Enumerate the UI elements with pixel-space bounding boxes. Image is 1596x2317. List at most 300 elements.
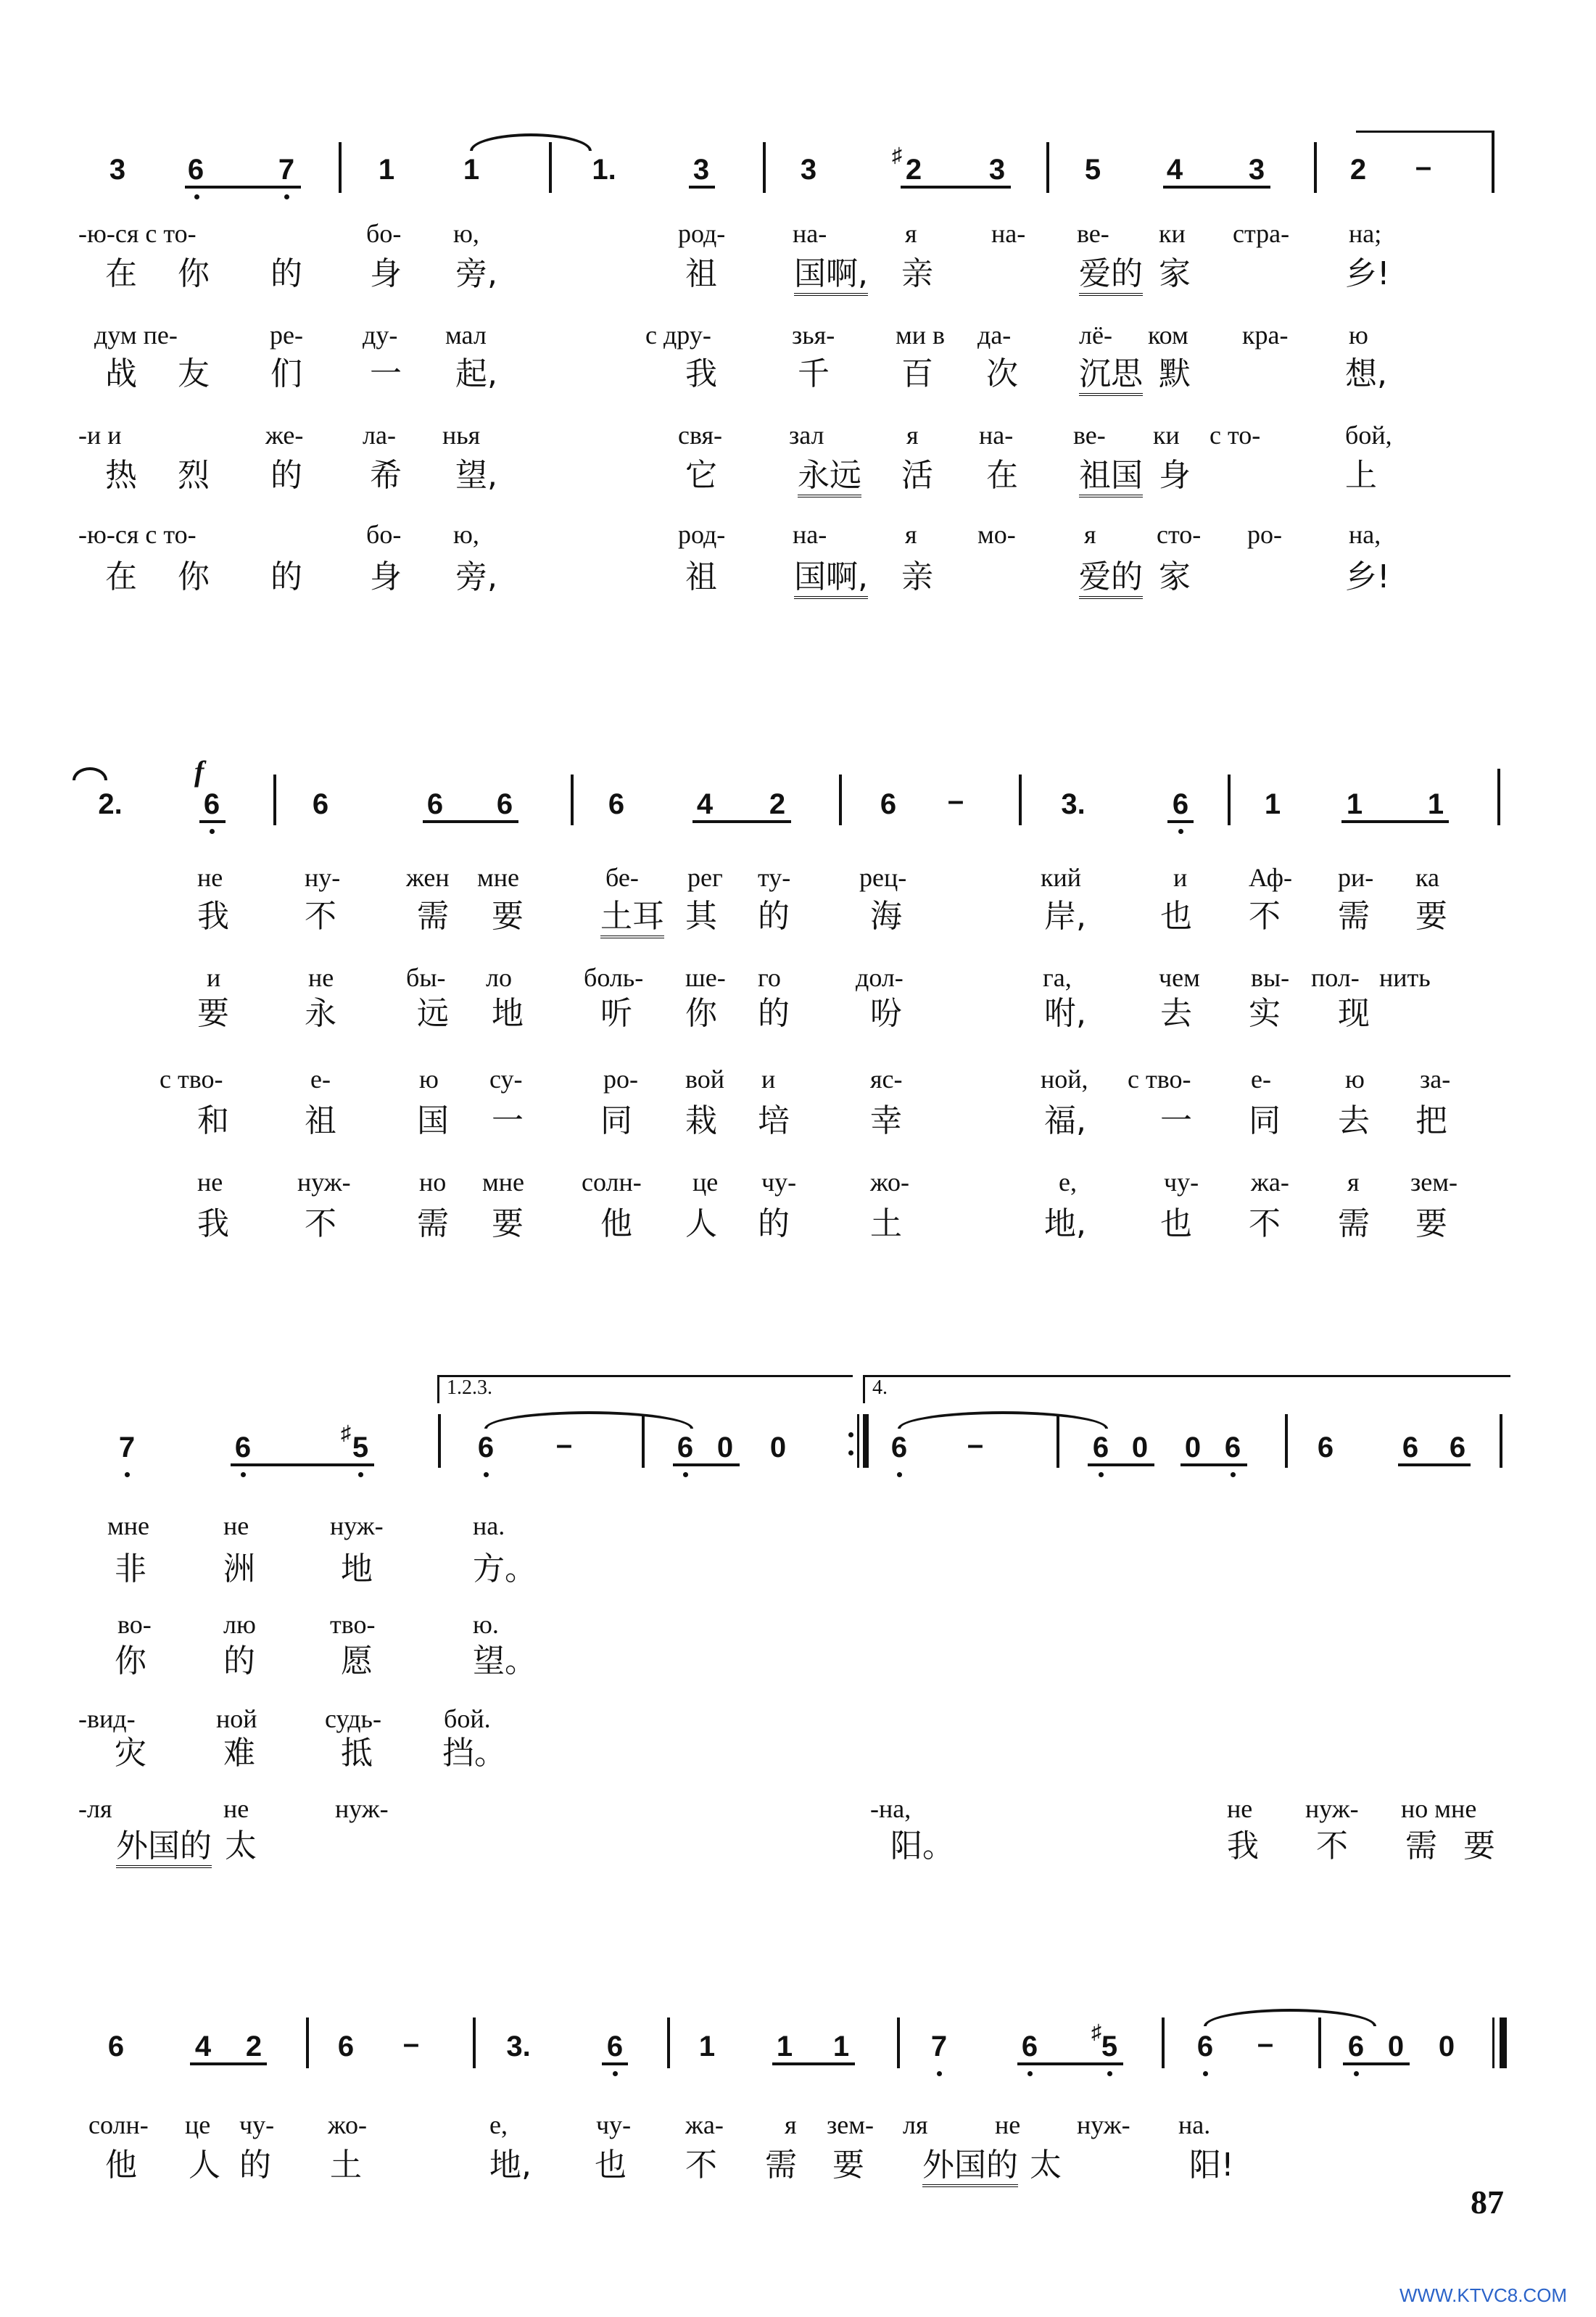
lyric-ru: ю	[1345, 1065, 1365, 1094]
lyric-ru: ю,	[453, 520, 479, 549]
lyric-cn: 爱的	[1079, 558, 1143, 599]
low-octave-dot	[1203, 2071, 1208, 2076]
lyric-ru: ля	[903, 2110, 928, 2139]
lyric-ru: но мне	[1401, 1794, 1477, 1823]
lyric-cn: 希	[370, 457, 402, 494]
note: 3	[1248, 154, 1265, 186]
barline	[1046, 142, 1049, 193]
note: 6	[677, 1432, 694, 1463]
lyric-cn: 远	[417, 995, 449, 1032]
lyric-cn: 祖	[685, 558, 717, 595]
lyric-cn: 幸	[870, 1102, 902, 1139]
lyric-cn: 国	[417, 1102, 449, 1139]
lyric-cn: 去	[1338, 1102, 1370, 1139]
tie	[898, 1411, 1108, 1429]
lyric-cn: 需	[417, 898, 449, 935]
lyric-ru: ки	[1159, 219, 1186, 248]
barline	[306, 2017, 309, 2068]
lyric-ru: ло	[486, 963, 512, 992]
lyric-ru: ше-	[685, 963, 726, 992]
barline	[1318, 2017, 1321, 2068]
lyric-ru: бе-	[605, 863, 639, 892]
final-barline-thin	[1492, 2017, 1494, 2068]
lyric-cn: 地,	[489, 2147, 532, 2184]
lyric-ru: не	[197, 1168, 223, 1197]
note: 6	[606, 2031, 624, 2062]
lyric-ru: на-	[793, 520, 827, 549]
lyric-ru: ком	[1148, 321, 1188, 350]
lyric-ru: зал	[789, 421, 824, 450]
beam-underline	[602, 2062, 628, 2065]
lyric-ru: жа-	[685, 2110, 724, 2139]
lyric-cn: 太	[225, 1827, 257, 1864]
note: 7	[118, 1432, 136, 1463]
note: 6	[1402, 1432, 1419, 1463]
lyric-ru: нуж-	[330, 1511, 384, 1540]
lyric-cn: 同	[600, 1102, 632, 1139]
lyric-ru: лю	[223, 1610, 256, 1639]
lyric-cn: 在	[105, 558, 137, 595]
note: 5	[1101, 2031, 1118, 2062]
beam-underline	[199, 820, 226, 823]
lyric-cn: 我	[1227, 1827, 1259, 1864]
barline	[1314, 142, 1317, 193]
lyric-ru: на,	[1349, 520, 1381, 549]
lyric-ru: солн-	[582, 1168, 642, 1197]
lyric-ru: ю,	[453, 219, 479, 248]
note: 5	[352, 1432, 369, 1463]
lyric-cn: 千	[798, 355, 830, 392]
lyric-ru: ре-	[270, 321, 303, 350]
barline	[1285, 1414, 1288, 1468]
note: 6	[477, 1432, 495, 1463]
lyric-cn: 同	[1249, 1102, 1281, 1139]
note: 1.	[592, 154, 616, 186]
beam-underline	[692, 820, 791, 823]
lyric-ru: зем-	[827, 2110, 874, 2139]
lyric-cn: 人	[189, 2147, 220, 2184]
lyric-ru: зья-	[792, 321, 835, 350]
note: 1	[776, 2031, 793, 2062]
lyric-ru: ве-	[1077, 219, 1109, 248]
beam-underline	[231, 1463, 374, 1466]
lyric-ru: -и и	[78, 421, 122, 450]
lyric-cn: 们	[270, 355, 302, 392]
lyric-cn: 我	[685, 355, 717, 392]
lyric-cn: 抵	[341, 1735, 373, 1772]
lyric-ru: дум пе-	[94, 321, 178, 350]
lyric-ru: ю	[1349, 321, 1368, 350]
lyric-ru: сто-	[1157, 520, 1202, 549]
lyric-cn: 乡!	[1345, 558, 1390, 595]
tie	[1204, 2009, 1376, 2026]
lyric-ru: род-	[678, 520, 726, 549]
low-octave-dot	[194, 194, 199, 199]
lyric-ru: га,	[1043, 963, 1072, 992]
lyric-ru: е-	[310, 1065, 331, 1094]
lyric-cn: 在	[986, 457, 1018, 494]
lyric-cn: 祖	[685, 255, 717, 292]
lyric-cn: 亲	[901, 558, 933, 595]
lyric-cn: 的	[239, 2147, 271, 2184]
barline	[1228, 775, 1231, 825]
low-octave-dot	[897, 1472, 902, 1477]
lyric-cn: 的	[223, 1643, 255, 1680]
low-octave-dot	[284, 194, 289, 199]
lyric-ru: чем	[1159, 963, 1200, 992]
lyric-ru: чу-	[761, 1168, 797, 1197]
note: 4	[194, 2031, 212, 2062]
page-number: 87	[1471, 2184, 1504, 2221]
lyric-ru: с тво-	[1128, 1065, 1191, 1094]
beam-underline	[185, 186, 301, 189]
lyric-ru: я	[905, 219, 917, 248]
lyric-ru: су-	[489, 1065, 523, 1094]
barline	[1492, 131, 1494, 193]
lyric-ru: за-	[1420, 1065, 1451, 1094]
lyric-ru: -вид-	[78, 1704, 136, 1733]
lyric-ru: бы-	[406, 963, 446, 992]
lyric-ru: ту-	[758, 863, 791, 892]
lyric-ru: мо-	[977, 520, 1016, 549]
lyric-ru: бой,	[1345, 421, 1392, 450]
lyric-cn: 热	[105, 457, 137, 494]
note: 2	[245, 2031, 262, 2062]
lyric-cn: 要	[832, 2147, 864, 2184]
sharp-sign: ♯	[1091, 2020, 1101, 2043]
lyric-cn: 需	[1338, 1205, 1370, 1242]
beam-underline	[1017, 2062, 1123, 2065]
lyric-cn: 身	[370, 255, 402, 292]
lyric-cn: 你	[178, 558, 210, 595]
note: 6	[312, 788, 329, 820]
lyric-cn: 在	[105, 255, 137, 292]
note: 4	[696, 788, 714, 820]
note: 3.	[506, 2031, 531, 2062]
lyric-cn: 也	[595, 2147, 627, 2184]
low-octave-dot	[210, 829, 215, 834]
lyric-ru: е-	[1251, 1065, 1271, 1094]
lyric-ru: го	[758, 963, 781, 992]
lyric-cn: 的	[758, 898, 790, 935]
lyric-cn: 需	[1338, 898, 1370, 935]
note: 0	[1184, 1432, 1202, 1463]
tie-continuation	[73, 767, 107, 780]
barline	[897, 2017, 900, 2068]
lyric-cn: 土	[330, 2147, 362, 2184]
lyric-cn: 其	[685, 898, 717, 935]
lyric-ru: ми в	[896, 321, 946, 350]
lyric-ru: свя-	[678, 421, 723, 450]
note: –	[402, 2028, 420, 2060]
lyric-ru: я	[1347, 1168, 1360, 1197]
lyric-cn: 岸,	[1044, 898, 1086, 935]
lyric-ru: ка	[1415, 863, 1439, 892]
lyric-cn: 不	[1316, 1827, 1348, 1864]
lyric-ru: ю.	[473, 1610, 499, 1639]
lyric-cn: 乡!	[1345, 255, 1390, 292]
lyric-cn: 亲	[901, 255, 933, 292]
lyric-cn: 国啊,	[794, 558, 868, 599]
lyric-ru: пол-	[1311, 963, 1360, 992]
lyric-ru: лё-	[1079, 321, 1112, 350]
note: –	[1257, 2028, 1274, 2060]
lyric-cn: 方。	[473, 1550, 537, 1587]
lyric-cn: 望,	[455, 457, 497, 494]
note: –	[1415, 151, 1432, 183]
lyric-cn: 吩	[870, 995, 902, 1032]
volta-bracket-1: 1.2.3.	[437, 1375, 853, 1403]
lyric-ru: Аф-	[1249, 863, 1292, 892]
note: 6	[1449, 1432, 1466, 1463]
barline	[549, 142, 552, 193]
lyric-ru: жа-	[1251, 1168, 1289, 1197]
note: 1	[1264, 788, 1281, 820]
lyric-cn: 要	[492, 898, 524, 935]
lyric-ru: ну-	[305, 863, 341, 892]
note: –	[555, 1429, 573, 1461]
beam-underline	[689, 186, 715, 189]
lyric-ru: ро-	[603, 1065, 638, 1094]
low-octave-dot	[1178, 829, 1183, 834]
repeat-dot	[848, 1450, 853, 1455]
lyric-ru: на.	[1178, 2110, 1211, 2139]
lyric-cn: 不	[1249, 1205, 1281, 1242]
lyric-ru: на;	[1349, 219, 1382, 248]
low-octave-dot	[937, 2071, 942, 2076]
note: 6	[426, 788, 444, 820]
note: 0	[1387, 2031, 1405, 2062]
lyric-cn: 的	[758, 1205, 790, 1242]
sharp-sign: ♯	[892, 144, 902, 166]
note: 1	[832, 2031, 850, 2062]
note: 6	[234, 1432, 252, 1463]
sharp-sign: ♯	[341, 1421, 351, 1444]
lyric-ru: кий	[1041, 863, 1082, 892]
lyric-ru: яс-	[870, 1065, 903, 1094]
low-octave-dot	[1028, 2071, 1033, 2076]
lyric-ru: нить	[1379, 963, 1431, 992]
note: 6	[1317, 1432, 1334, 1463]
lyric-ru: мне	[477, 863, 520, 892]
note: 0	[716, 1432, 734, 1463]
lyric-cn: 要	[1415, 1205, 1447, 1242]
lyric-cn: 不	[305, 1205, 336, 1242]
barline	[1057, 1414, 1059, 1468]
beam-underline	[1341, 820, 1449, 823]
lyric-ru: солн-	[88, 2110, 149, 2139]
lyric-cn: 百	[901, 355, 933, 392]
lyric-cn: 你	[685, 995, 717, 1032]
lyric-cn: 家	[1159, 558, 1191, 595]
barline	[273, 775, 276, 825]
low-octave-dot	[241, 1472, 246, 1477]
lyric-ru: но	[419, 1168, 447, 1197]
lyric-cn: 战	[105, 355, 137, 392]
beam-underline	[190, 2062, 267, 2065]
lyric-cn: 一	[492, 1102, 524, 1139]
lyric-cn: 的	[270, 255, 302, 292]
note: 6	[337, 2031, 355, 2062]
lyric-ru: -ю-ся с то-	[78, 520, 197, 549]
lyric-ru: я	[905, 520, 917, 549]
lyric-cn: 人	[685, 1205, 717, 1242]
lyric-ru: ла-	[363, 421, 396, 450]
lyric-cn: 的	[270, 457, 302, 494]
tie	[484, 1411, 693, 1429]
low-octave-dot	[1099, 1472, 1104, 1477]
lyric-ru: це	[692, 1168, 719, 1197]
lyric-cn: 沉思	[1079, 355, 1143, 396]
lyric-cn: 祖	[305, 1102, 336, 1139]
lyric-cn: 栽	[685, 1102, 717, 1139]
lyric-cn: 灾	[115, 1735, 146, 1772]
barline	[571, 775, 574, 825]
lyric-cn: 太	[1030, 2147, 1062, 2184]
note: 6	[890, 1432, 908, 1463]
note: 6	[203, 788, 220, 820]
lyric-ru: нья	[442, 421, 481, 450]
repeat-barline	[857, 1414, 859, 1468]
lyric-cn: 身	[370, 558, 402, 595]
note: 6	[1347, 2031, 1365, 2062]
forte-mark: f	[194, 755, 204, 788]
barline	[763, 142, 766, 193]
lyric-cn: 去	[1160, 995, 1192, 1032]
lyric-cn: 咐,	[1044, 995, 1086, 1032]
beam-underline	[673, 1463, 740, 1466]
lyric-ru: кра-	[1242, 321, 1289, 350]
lyric-ru: с дру-	[645, 321, 711, 350]
beam-underline	[1088, 1463, 1154, 1466]
note: 2	[905, 154, 922, 186]
lyric-ru: нуж-	[297, 1168, 351, 1197]
lyric-cn: 你	[115, 1643, 146, 1680]
lyric-ru: ки	[1153, 421, 1180, 450]
low-octave-dot	[125, 1472, 130, 1477]
lyric-ru: ю	[419, 1065, 439, 1094]
lyric-ru: я	[785, 2110, 797, 2139]
lyric-cn: 身	[1159, 457, 1191, 494]
lyric-cn: 要	[1463, 1827, 1495, 1864]
lyric-ru: и	[207, 963, 221, 992]
lyric-cn: 需	[765, 2147, 797, 2184]
lyric-cn: 要	[492, 1205, 524, 1242]
low-octave-dot	[1107, 2071, 1112, 2076]
barline	[438, 1414, 441, 1468]
lyric-ru: нуж-	[1305, 1794, 1359, 1823]
lyric-ru: дол-	[856, 963, 904, 992]
lyric-cn: 的	[270, 558, 302, 595]
barline	[339, 142, 342, 193]
lyric-cn: 我	[197, 1205, 229, 1242]
lyric-ru: мал	[445, 321, 487, 350]
lyric-cn: 阳。	[890, 1827, 954, 1864]
lyric-cn: 友	[178, 355, 210, 392]
lyric-ru: не	[197, 863, 223, 892]
lyric-ru: с тво-	[160, 1065, 223, 1094]
lyric-ru: жо-	[328, 2110, 367, 2139]
lyric-cn: 土	[870, 1205, 902, 1242]
note: 1	[1427, 788, 1444, 820]
lyric-ru: -ля	[78, 1794, 112, 1823]
lyric-cn: 旁,	[455, 255, 497, 292]
barline	[1019, 775, 1022, 825]
lyric-ru: судь-	[325, 1704, 381, 1733]
note: 2	[1349, 154, 1367, 186]
lyric-cn: 不	[305, 898, 336, 935]
barline	[1497, 769, 1500, 825]
lyric-cn: 爱的	[1079, 255, 1143, 296]
lyric-ru: -на,	[870, 1794, 911, 1823]
lyric-ru: жен	[406, 863, 450, 892]
lyric-ru: я	[906, 421, 919, 450]
lyric-ru: вы-	[1251, 963, 1290, 992]
lyric-cn: 阳!	[1189, 2147, 1234, 2184]
lyric-ru: во-	[117, 1610, 152, 1639]
beam-underline	[901, 186, 1011, 189]
note: 1	[378, 154, 395, 186]
note: 2.	[98, 788, 123, 820]
lyric-ru: же-	[265, 421, 304, 450]
lyric-ru: чу-	[239, 2110, 275, 2139]
lyric-cn: 地	[341, 1550, 373, 1587]
lyric-cn: 他	[105, 2147, 137, 2184]
lyric-ru: е,	[489, 2110, 508, 2139]
lyric-cn: 愿	[341, 1643, 373, 1680]
lyric-ru: не	[1227, 1794, 1253, 1823]
lyric-cn: 要	[197, 995, 229, 1032]
lyric-cn: 旁,	[455, 558, 497, 595]
lyric-cn: 活	[901, 457, 933, 494]
low-octave-dot	[484, 1472, 489, 1477]
lyric-cn: 和	[197, 1102, 229, 1139]
lyric-ru: нуж-	[335, 1794, 389, 1823]
note: 6	[880, 788, 897, 820]
lyric-ru: бо-	[366, 520, 402, 549]
lyric-cn: 祖国	[1079, 457, 1143, 497]
barline	[1500, 1414, 1502, 1468]
lyric-ru: бо-	[366, 219, 402, 248]
lyric-cn: 一	[1160, 1102, 1192, 1139]
note: 1	[463, 154, 480, 186]
lyric-ru: рег	[687, 863, 723, 892]
lyric-cn: 不	[1249, 898, 1281, 935]
low-octave-dot	[613, 2071, 618, 2076]
lyric-cn: 难	[223, 1735, 255, 1772]
beam-underline	[1163, 186, 1270, 189]
note: 6	[1092, 1432, 1109, 1463]
note: –	[947, 785, 964, 817]
lyric-cn: 烈	[178, 457, 210, 494]
lyric-ru: мне	[107, 1511, 150, 1540]
lyric-cn: 地	[492, 995, 524, 1032]
lyric-cn: 培	[758, 1102, 790, 1139]
lyric-cn: 次	[986, 355, 1018, 392]
lyric-ru: рец-	[859, 863, 907, 892]
lyric-ru: не	[223, 1794, 249, 1823]
final-barline-thick	[1500, 2017, 1507, 2068]
low-octave-dot	[358, 1472, 363, 1477]
lyric-ru: ду-	[363, 321, 398, 350]
lyric-cn: 需	[417, 1205, 449, 1242]
lyric-cn: 一	[370, 355, 402, 392]
lyric-cn: 你	[178, 255, 210, 292]
lyric-cn: 非	[115, 1550, 146, 1587]
note: 6	[187, 154, 204, 186]
barline	[1162, 2017, 1165, 2068]
lyric-ru: зем-	[1410, 1168, 1458, 1197]
